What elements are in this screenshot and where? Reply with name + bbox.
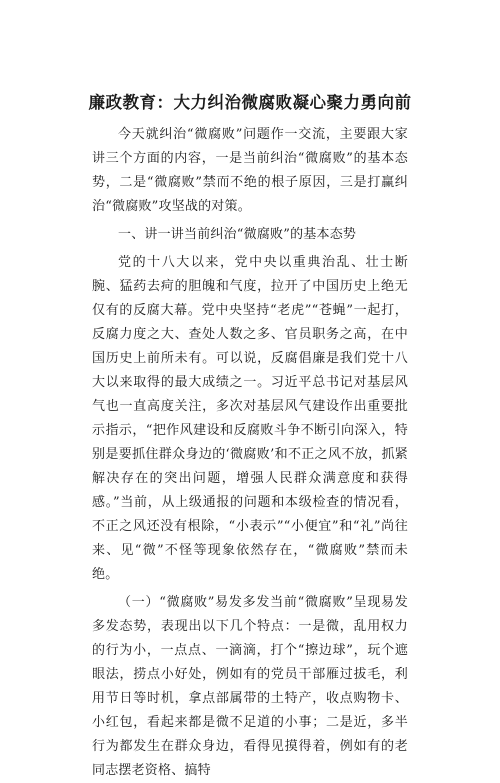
document-body [92, 123, 408, 783]
section-heading: 一、讲一讲当前纠治“微腐败”的基本态势 [118, 227, 357, 242]
document-title: 廉政教育：大力纠治微腐败凝心聚力勇向前 [88, 93, 412, 112]
subsection-paragraph: （一）“微腐败”易发多发当前“微腐败”呈现易发多发态势，表现出以下几个特点：一是微，乱用权力的行为小，一点点、一滴滴，打个“擦边球”，玩个遮眼法，捞点小好处，例如有的党员干部雁过拔毛，利用节日等时机，拿点部属带的土特产，收点购物卡、小红包，看起来都是微不足道的小事；二是近，多半行为都发生在群众身边，看得见摸得着，例如有的老同志摆老资格、搞特 [92, 595, 408, 778]
body-paragraph: 党的十八大以来，党中央以重典治乱、壮士断腕、猛药去疴的胆魄和气度，拉开了中国历史上绝无仅有的反腐大幕。党中央坚持“老虎”“苍蝇”一起打，反腐力度之大、查处人数之多、官员职务之高，在中国历史上前所未有。可以说，反腐倡廉是我们党十八大以来取得的最大成绩之一。习近平总书记对基层风气也一直高度关注，多次对基层风气建设作出重要批示指示，“把作风建设和反腐败斗争不断引向深入，特别是要抓住群众身边的‘微腐败’和不正之风不放，抓紧解决存在的突出问题，增强人民群众满意度和获得感。”当前，从上级通报的问题和本级检查的情况看，不正之风还没有根除，“小表示”“小便宜”和“礼”尚往来、见“微”不怪等现象依然存在，“微腐败”禁而未绝。 [92, 255, 408, 582]
intro-paragraph: 今天就纠治“微腐败”问题作一交流，主要跟大家讲三个方面的内容，一是当前纠治“微腐败”的基本态势，二是“微腐败”禁而不绝的根子原因，三是打赢纠治“微腐败”攻坚战的对策。 [92, 127, 408, 214]
